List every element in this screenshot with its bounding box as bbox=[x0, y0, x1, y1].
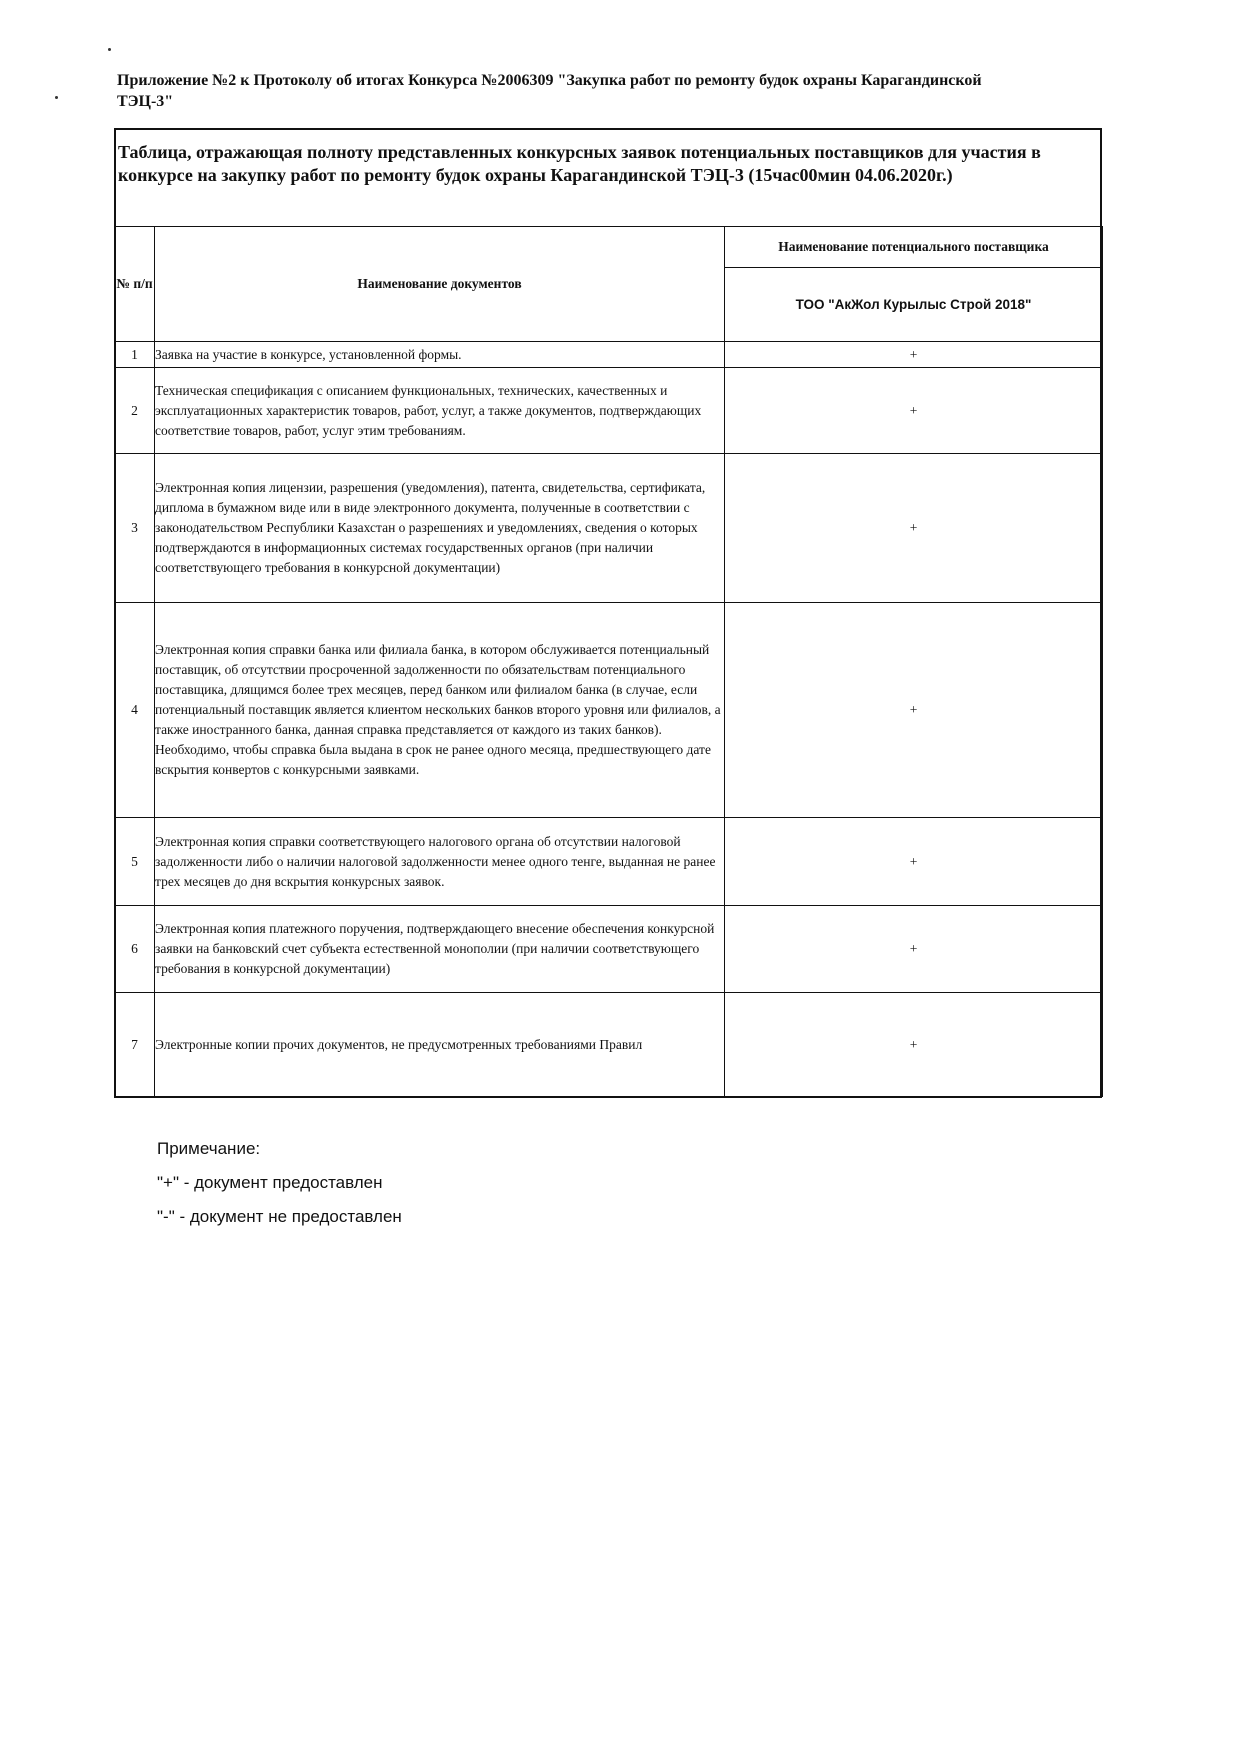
table-row bbox=[115, 368, 1103, 454]
row-number: 1 bbox=[115, 342, 155, 368]
document-status-mark: + bbox=[725, 368, 1103, 454]
document-name: Электронная копия справки соответствующего налогового органа об отсутствии налоговой задолженности либо о наличии налоговой задолженности менее одного тенге, выданная не ранее трех месяцев до дня вскрытия конкурсных заявок. bbox=[155, 818, 725, 906]
row-number: 2 bbox=[115, 368, 155, 454]
row-number: 7 bbox=[115, 993, 155, 1097]
table-row bbox=[115, 342, 1103, 368]
document-name: Техническая спецификация с описанием функциональных, технических, качественных и эксплуатационных характеристик товаров, работ, услуг, а также документов, подтверждающих соответствие товаров, работ, услуг этим требованиям. bbox=[155, 368, 725, 454]
row-number: 3 bbox=[115, 454, 155, 603]
document-status-mark: + bbox=[725, 906, 1103, 993]
note-legend-minus: "-" - документ не предоставлен bbox=[157, 1207, 402, 1226]
table-row bbox=[115, 993, 1103, 1097]
note-title: Примечание: bbox=[157, 1139, 261, 1158]
supplier-name: ТОО "АкЖол Курылыс Строй 2018" bbox=[725, 268, 1103, 342]
note-legend-plus: "+" - документ предоставлен bbox=[157, 1173, 383, 1192]
document-name: Электронная копия платежного поручения, подтверждающего внесение обеспечения конкурсной заявки на банковский счет субъекта естественной монополии (при наличии соответствующего требования в конкурсной документации) bbox=[155, 906, 725, 993]
documents-table bbox=[114, 226, 1103, 1097]
document-name: Электронная копия лицензии, разрешения (уведомления), патента, свидетельства, сертификата, диплома в бумажном виде или в виде электронного документа, полученные в соответствии с законодательством Республики Казахстан о разрешениях и уведомлениях, сведения о которых подтверждаются в информационных системах государственных органов (при наличии соответствующего требования в конкурсной документации) bbox=[155, 454, 725, 603]
document-name: Заявка на участие в конкурсе, установленной формы. bbox=[155, 342, 725, 368]
column-header-documents: Наименование документов bbox=[155, 227, 725, 342]
note-block bbox=[157, 1132, 402, 1234]
table-row bbox=[115, 818, 1103, 906]
scan-speck bbox=[108, 48, 111, 51]
document-status-mark: + bbox=[725, 993, 1103, 1097]
table-row bbox=[115, 603, 1103, 818]
document-header: Приложение №2 к Протоколу об итогах Конкурса №2006309 "Закупка работ по ремонту будок охраны Карагандинской ТЭЦ-3" bbox=[117, 72, 982, 110]
document-status-mark: + bbox=[725, 818, 1103, 906]
table-row bbox=[115, 454, 1103, 603]
table-row bbox=[115, 906, 1103, 993]
document-status-mark: + bbox=[725, 342, 1103, 368]
column-header-num: № п/п bbox=[115, 227, 155, 342]
row-number: 6 bbox=[115, 906, 155, 993]
document-status-mark: + bbox=[725, 603, 1103, 818]
scan-speck bbox=[55, 96, 58, 99]
column-header-supplier: Наименование потенциального поставщика bbox=[725, 227, 1103, 268]
row-number: 5 bbox=[115, 818, 155, 906]
document-status-mark: + bbox=[725, 454, 1103, 603]
document-name: Электронная копия справки банка или филиала банка, в котором обслуживается потенциальный поставщик, об отсутствии просроченной задолженности по обязательствам потенциального поставщика, длящимся более трех месяцев, перед банком или филиалом банка (в случае, если потенциальный поставщик является клиентом нескольких банков второго уровня или филиалов, а также иностранного банка, данная справка представляется от каждого из таких банков). Необходимо, чтобы справка была выдана в срок не ранее одного месяца, предшествующего дате вскрытия конвертов с конкурсными заявками. bbox=[155, 603, 725, 818]
table-caption: Таблица, отражающая полноту представленных конкурсных заявок потенциальных поставщиков для участия в конкурсе на закупку работ по ремонту будок охраны Карагандинской ТЭЦ-3 (15час00мин 04.06.2020г.) bbox=[118, 142, 1041, 185]
document-name: Электронные копии прочих документов, не предусмотренных требованиями Правил bbox=[155, 993, 725, 1097]
row-number: 4 bbox=[115, 603, 155, 818]
